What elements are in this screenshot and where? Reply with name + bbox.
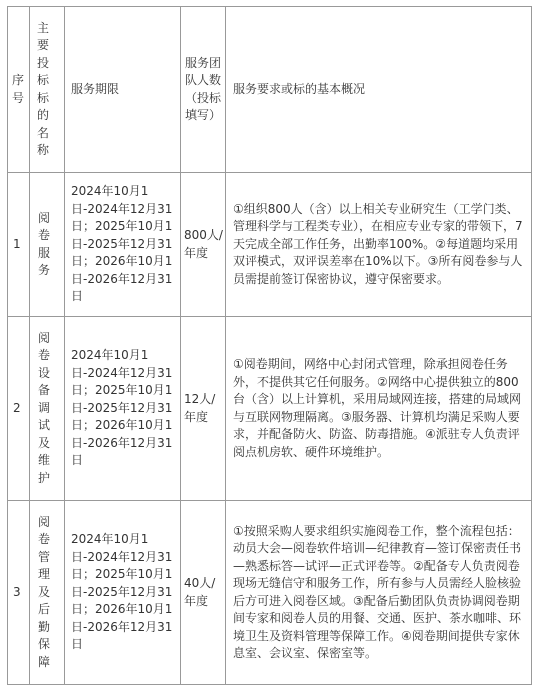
row-period: 2024年10月1日-2024年12月31日；2025年10月1日-2025年12月31日；2026年10月1日-2026年12月31日 [71, 348, 173, 468]
row-name: 阅卷服务 [38, 210, 51, 277]
header-period: 服务期限 [71, 81, 120, 96]
row-name: 阅卷管理及后勤保障 [38, 514, 51, 669]
row-cell-requirements [226, 501, 532, 685]
row-team: 12人/年度 [184, 392, 216, 424]
row-cell-team [181, 317, 226, 501]
row-no: 2 [13, 400, 21, 415]
table-row [8, 501, 532, 685]
row-cell-period [65, 317, 181, 501]
row-cell-team [181, 173, 226, 317]
row-period: 2024年10月1日-2024年12月31日；2025年10月1日-2025年12月31日；2026年10月1日-2026年12月31日 [71, 184, 173, 304]
header-name: 主要投标标的名称 [37, 20, 50, 157]
row-no: 1 [13, 236, 21, 251]
row-team: 40人/年度 [184, 576, 216, 608]
row-cell-name [30, 501, 65, 685]
row-cell-name [30, 173, 65, 317]
row-cell-period [65, 501, 181, 685]
header-team: 服务团队人数（投标填写） [184, 55, 221, 122]
header-no: 序号 [12, 73, 25, 105]
procurement-table [7, 6, 532, 685]
row-period: 2024年10月1日-2024年12月31日；2025年10月1日-2025年12月31日；2026年10月1日-2026年12月31日 [71, 532, 173, 652]
row-cell-no [8, 173, 30, 317]
row-cell-no [8, 501, 30, 685]
row-requirements: ①按照采购人要求组织实施阅卷工作，整个流程包括：动员大会—阅卷软件培训—纪律教育—签订保密责任书—熟悉标答—试评—正式评卷等。②配备专人负责阅卷现场无缝信守和服务工作，所有参与人员需经人脸核验后方可进入阅卷区域。③配备后勤团队负责协调阅卷期间专家和阅卷人员的用餐、交通、医护、茶水咖啡、环境卫生及资料管理等保障工作。④阅卷期间提供专家休息室、会议室、保密室等。 [233, 523, 522, 660]
row-name: 阅卷设备调试及维护 [38, 330, 51, 485]
row-requirements: ①组织800人（含）以上相关专业研究生（工学门类、管理科学与工程类专业），在相应专业专家的带领下，7天完成全部工作任务，出勤率100%。②每道题均采用双评模式，双评误差率在10%以下。③所有阅卷参与人员需提前签订保密协议，遵守保密要求。 [233, 201, 523, 286]
header-cell-requirements [226, 7, 532, 173]
row-cell-requirements [226, 317, 532, 501]
header-cell-name [30, 7, 65, 173]
table-header-row [8, 7, 532, 173]
header-cell-no [8, 7, 30, 173]
row-no: 3 [13, 584, 21, 599]
table-row [8, 173, 532, 317]
row-team: 800人/年度 [184, 228, 223, 260]
row-requirements: ①阅卷期间，网络中心封闭式管理，除承担阅卷任务外，不提供其它任何服务。②网络中心提供独立的800台（含）以上计算机，采用局域网连接，搭建的局域网与互联网物理隔离。③服务器、计算机均满足采购人要求，并配备防火、防盗、防毒措施。④派驻专人负责评阅点机房软、硬件环境维护。 [233, 357, 522, 459]
header-cell-period [65, 7, 181, 173]
row-cell-requirements [226, 173, 532, 317]
row-cell-name [30, 317, 65, 501]
header-requirements: 服务要求或标的基本概况 [233, 81, 366, 96]
row-cell-team [181, 501, 226, 685]
header-cell-team [181, 7, 226, 173]
row-cell-period [65, 173, 181, 317]
table-row [8, 317, 532, 501]
row-cell-no [8, 317, 30, 501]
